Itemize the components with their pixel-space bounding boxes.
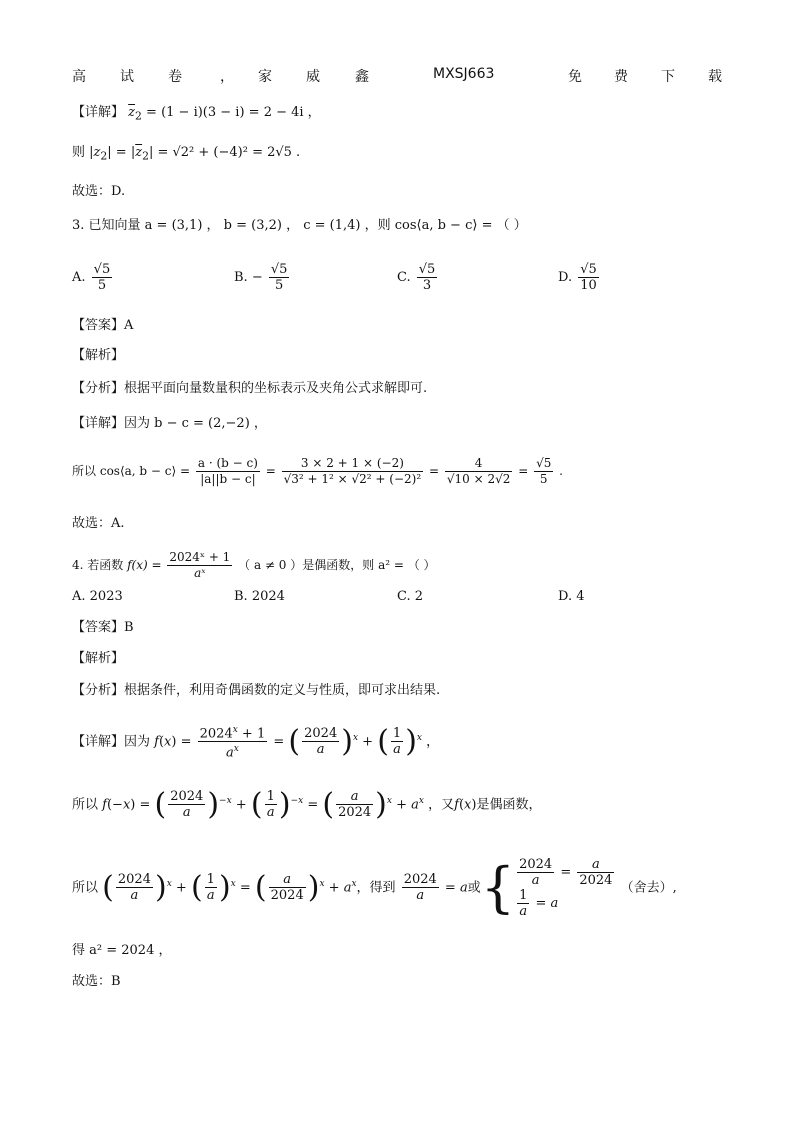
header-code: MXSJ663 bbox=[433, 66, 495, 82]
q4-choose: 故选：B bbox=[72, 974, 121, 989]
q4-result: 得 a² = 2024 ， bbox=[72, 943, 172, 958]
frac-den: 10 bbox=[580, 278, 597, 293]
z-sub: 2 bbox=[142, 149, 149, 163]
q4-answer: 【答案】B bbox=[72, 620, 134, 635]
q3-answer: 【答案】A bbox=[72, 318, 134, 333]
fraction-1 bbox=[196, 456, 260, 487]
z-bar: $\overline{z}$ bbox=[135, 145, 143, 160]
q2-detail-line: 【详解】 $\overline{z}_2 = (1 - i)(3 - i) = 2 - 4i$ ， bbox=[72, 105, 321, 123]
q3-option-a[interactable] bbox=[72, 262, 114, 293]
even-text: 是偶函数， bbox=[476, 797, 542, 813]
fraction: $\frac{2024^x + 1}{a^x}$ bbox=[199, 725, 266, 761]
header-char: 高 bbox=[72, 69, 86, 85]
q4-detail-line: 【详解】因为 f(x) = $\frac{2024^x + 1}{a^x}$ = ( $\frac{2024}{a}$ )$^x$ + ( $\frac{1}{a}$ )$^x$ ， bbox=[72, 723, 440, 761]
header-char: ， bbox=[220, 69, 234, 85]
frac-num: √5 bbox=[93, 262, 111, 277]
frac-den: 3 bbox=[422, 278, 432, 293]
header-char: 家 bbox=[258, 69, 272, 85]
option-letter: C. bbox=[397, 270, 411, 285]
option-fraction bbox=[578, 262, 599, 293]
frac-den: 5 bbox=[539, 472, 548, 486]
frac-den: √10 × 2√2 bbox=[446, 472, 511, 486]
option-sign: − bbox=[251, 270, 263, 285]
q4-analysis: 【解析】 bbox=[72, 651, 125, 666]
q3-analysis-detail: 【分析】根据平面向量数量积的坐标表示及夹角公式求解即可. bbox=[72, 381, 428, 396]
q3-cos-line: 所以 cos⟨a, b − c⟩ = $\frac{a \cdot (b - c)}{|a||b - c|}$ = $\frac{3 \times 2 + 1 \times (-2)}{\text{√3² + 1² × √2² + (−2)²}}$ = $\frac{4}{√10 \times 2√2}$ = $\frac{√5}{5}$ . bbox=[72, 456, 563, 486]
option-letter: A. bbox=[72, 270, 86, 285]
fraction-4 bbox=[534, 456, 553, 487]
or-text: 或 bbox=[467, 880, 481, 896]
frac-num: 2024ˣ + 1 bbox=[169, 550, 231, 564]
option-letter: D. bbox=[558, 270, 573, 285]
detail-equation: (1 − i)(3 − i) = 2 − 4i ， bbox=[161, 105, 321, 120]
q3-option-b[interactable] bbox=[234, 262, 291, 293]
period: . bbox=[559, 464, 563, 478]
q4-option-b[interactable]: B. 2024 bbox=[234, 589, 285, 604]
frac-num: √5 bbox=[580, 262, 597, 277]
frac-den: |a||b − c| bbox=[200, 472, 256, 486]
modulus-equation: = √2² + (−4)² = 2√5 . bbox=[157, 145, 301, 160]
option-fraction bbox=[417, 262, 438, 293]
header-char: 费 bbox=[614, 69, 628, 85]
so-prefix: 所以 bbox=[72, 880, 99, 896]
then-prefix: 则 bbox=[72, 145, 86, 160]
option-letter: B. bbox=[234, 270, 248, 285]
q3-stem: 3. 已知向量 a = (3,1) ， b = (3,2) ， c = (1,4) ，则 cos⟨a, b − c⟩ = （ ） bbox=[72, 218, 527, 233]
q3-analysis: 【解析】 bbox=[72, 348, 125, 363]
q3-option-c[interactable] bbox=[397, 262, 439, 293]
so-prefix: 所以 bbox=[72, 464, 97, 478]
header-char: 卷 bbox=[168, 69, 182, 85]
q3-choose: 故选：A. bbox=[72, 516, 125, 531]
discard-text: （舍去）, bbox=[620, 880, 677, 896]
option-fraction bbox=[269, 262, 290, 293]
frac-den: 5 bbox=[97, 278, 107, 293]
detail-label: 【详解】 bbox=[72, 105, 125, 120]
frac-den: 5 bbox=[275, 278, 284, 293]
z-var: z bbox=[93, 145, 101, 160]
z-bar: $\overline{z}$ bbox=[128, 105, 136, 120]
q2-modulus-line: 则 $|z_2| = |\overline{z}_2| = √2^2 + (-4)^2 = 2√5$ . bbox=[72, 145, 301, 163]
q4-system-line: 所以 ( $\frac{2024}{a}$ )$^x$ + ( $\frac{1}{a}$ )$^x$ = ( $\frac{a}{2024}$ )$^x + a^x$，得到 $\frac{2024}{a}$ = a或{ $\frac{2024}{a}$ = $\frac{a}{2024}$ $\frac{1}{a}$ = a （舍去）, bbox=[72, 855, 677, 919]
so-prefix: 所以 bbox=[72, 797, 99, 813]
fraction-2 bbox=[282, 456, 424, 487]
q4-option-a[interactable]: A. 2023 bbox=[72, 589, 123, 604]
cos-lhs: cos⟨a, b − c⟩ = bbox=[99, 464, 191, 478]
get-text: ，得到 bbox=[356, 880, 396, 896]
detail-label: 【详解】因为 bbox=[72, 734, 151, 750]
frac-num: √5 bbox=[270, 262, 288, 277]
header-char: 鑫 bbox=[355, 69, 369, 85]
fx-label: f(x) = bbox=[127, 558, 162, 572]
frac-den: √3² + 1² × √2² + (−2)² bbox=[283, 472, 422, 486]
q4-option-c[interactable]: C. 2 bbox=[397, 589, 424, 604]
fraction-3 bbox=[445, 456, 513, 487]
z-sub: 2 bbox=[135, 109, 142, 123]
header-char: 威 bbox=[306, 69, 320, 85]
q4-stem bbox=[72, 550, 436, 581]
q3-option-d[interactable] bbox=[558, 262, 601, 293]
frac-num: 4 bbox=[445, 456, 513, 472]
also-text: ，又 bbox=[428, 797, 455, 813]
q3-detail1: 【详解】因为 b − c = (2,−2) ， bbox=[72, 416, 267, 431]
frac-den: aˣ bbox=[194, 566, 206, 580]
frac-num: √5 bbox=[536, 456, 552, 470]
frac-num: 3 × 2 + 1 × (−2) bbox=[282, 456, 424, 472]
q4-fminusx-line: 所以 f(−x) = ( $\frac{2024}{a}$ )$^{-x}$ + ( $\frac{1}{a}$ )$^{-x}$ = ( $\frac{a}{2024}$ )$^x + a^x$ ，又f(x)是偶函数， bbox=[72, 786, 542, 822]
header-char: 载 bbox=[708, 69, 722, 85]
header-char: 下 bbox=[661, 69, 675, 85]
z-sub: 2 bbox=[100, 149, 108, 163]
stem-suffix: （ a ≠ 0 ）是偶函数，则 a² = （ ） bbox=[238, 558, 436, 572]
q2-choose: 故选：D. bbox=[72, 184, 126, 199]
frac-num: √5 bbox=[418, 262, 436, 277]
stem-prefix: 4. 若函数 bbox=[72, 558, 124, 572]
header-char: 免 bbox=[568, 69, 582, 85]
header-char: 试 bbox=[120, 69, 134, 85]
stem-fraction bbox=[167, 550, 232, 581]
q4-analysis-detail: 【分析】根据条件，利用奇偶函数的定义与性质，即可求出结果. bbox=[72, 683, 441, 698]
q4-option-d[interactable]: D. 4 bbox=[558, 589, 585, 604]
option-fraction bbox=[92, 262, 113, 293]
frac-num: a · (b − c) bbox=[197, 456, 258, 470]
